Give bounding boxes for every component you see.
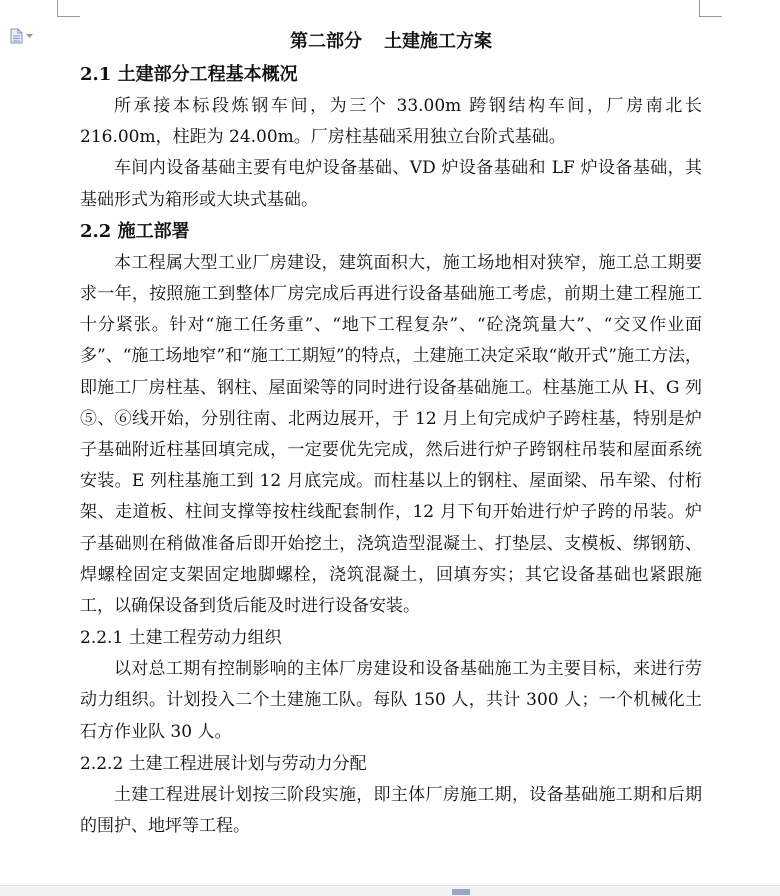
chevron-down-icon xyxy=(26,34,33,39)
document-options-button[interactable] xyxy=(10,27,40,45)
paragraph-2-2-2: 土建工程进展计划按三阶段实施，即主体厂房施工期，设备基础施工期和后期的围护、地坪等工程。 xyxy=(80,784,702,837)
crop-mark-top-left-h xyxy=(57,16,80,17)
paragraph-2-1-a: 所承接本标段炼钢车间，为三个 33.00m 跨钢结构车间，厂房南北长 216.00m，柱距为 24.00m。厂房柱基础采用独立台阶式基础。 xyxy=(80,96,702,148)
paragraph-2-2-1: 以对总工期有控制影响的主体厂房建设和设备基础施工为主要目标，来进行劳动力组织。计划投入二个土建施工队。每队 150 人，共计 300 人；一个机械化土石方作业队 30 人。 xyxy=(80,659,702,742)
crop-mark-top-right-v xyxy=(699,0,700,17)
paragraph-2-2: 本工程属大型工业厂房建设，建筑面积大，施工场地相对狭窄，施工总工期要求一年，按照施工到整体厂房完成后再进行设备基础施工考虑，前期土建工程施工十分紧张。针对“施工任务重”、“地下工程复杂”、“砼浇筑量大”、“交叉作业面多”、“施工场地窄”和“施工工期短”的特点，土建施工决定采取“敞开式”施工方法，即施工厂房柱基、钢柱、屋面梁等的同时进行设备基础施工。柱基施工从 H、G 列⑤、⑥线开始，分别往南、北两边展开，于 12 月上旬完成炉子跨柱基，特别是炉子基础附近柱基回填完成，一定要优先完成，然后进行炉子跨钢柱吊装和屋面系统安装。E 列柱基施工到 12 月底完成。而柱基以上的钢柱、屋面梁、吊车梁、付桁架、走道板、柱间支撑等按柱线配套制作，12 月下旬开始进行炉子跨的吊装。炉子基础则在稍做准备后即开始挖土，浇筑造型混凝土、打垫层、支模板、绑钢筋、焊螺栓固定支架固定地脚螺栓，浇筑混凝土，回填夯实；其它设备基础也紧跟施工，以确保设备到货后能及时进行设备安装。 xyxy=(80,252,702,617)
title-part: 第二部分 xyxy=(290,31,362,52)
document-page xyxy=(80,25,702,842)
section-heading-2-2: 2.2 施工部署 xyxy=(80,220,190,242)
bottom-scroll-area[interactable] xyxy=(0,885,780,896)
crop-mark-top-left-v xyxy=(57,0,58,17)
section-heading-2-2-1: 2.2.1 土建工程劳动力组织 xyxy=(80,628,282,649)
document-icon xyxy=(10,28,23,44)
section-heading-2-2-2: 2.2.2 土建工程进展计划与劳动力分配 xyxy=(80,753,367,774)
paragraph-2-1-b: 车间内设备基础主要有电炉设备基础、VD 炉设备基础和 LF 炉设备基础，其基础形式为箱形或大块式基础。 xyxy=(80,158,702,210)
crop-mark-top-right-h xyxy=(699,16,722,17)
page-indicator-mark xyxy=(452,889,470,895)
title-main: 土建施工方案 xyxy=(384,31,492,52)
page-title xyxy=(80,25,702,59)
section-heading-2-1: 2.1 土建部分工程基本概况 xyxy=(80,64,298,85)
